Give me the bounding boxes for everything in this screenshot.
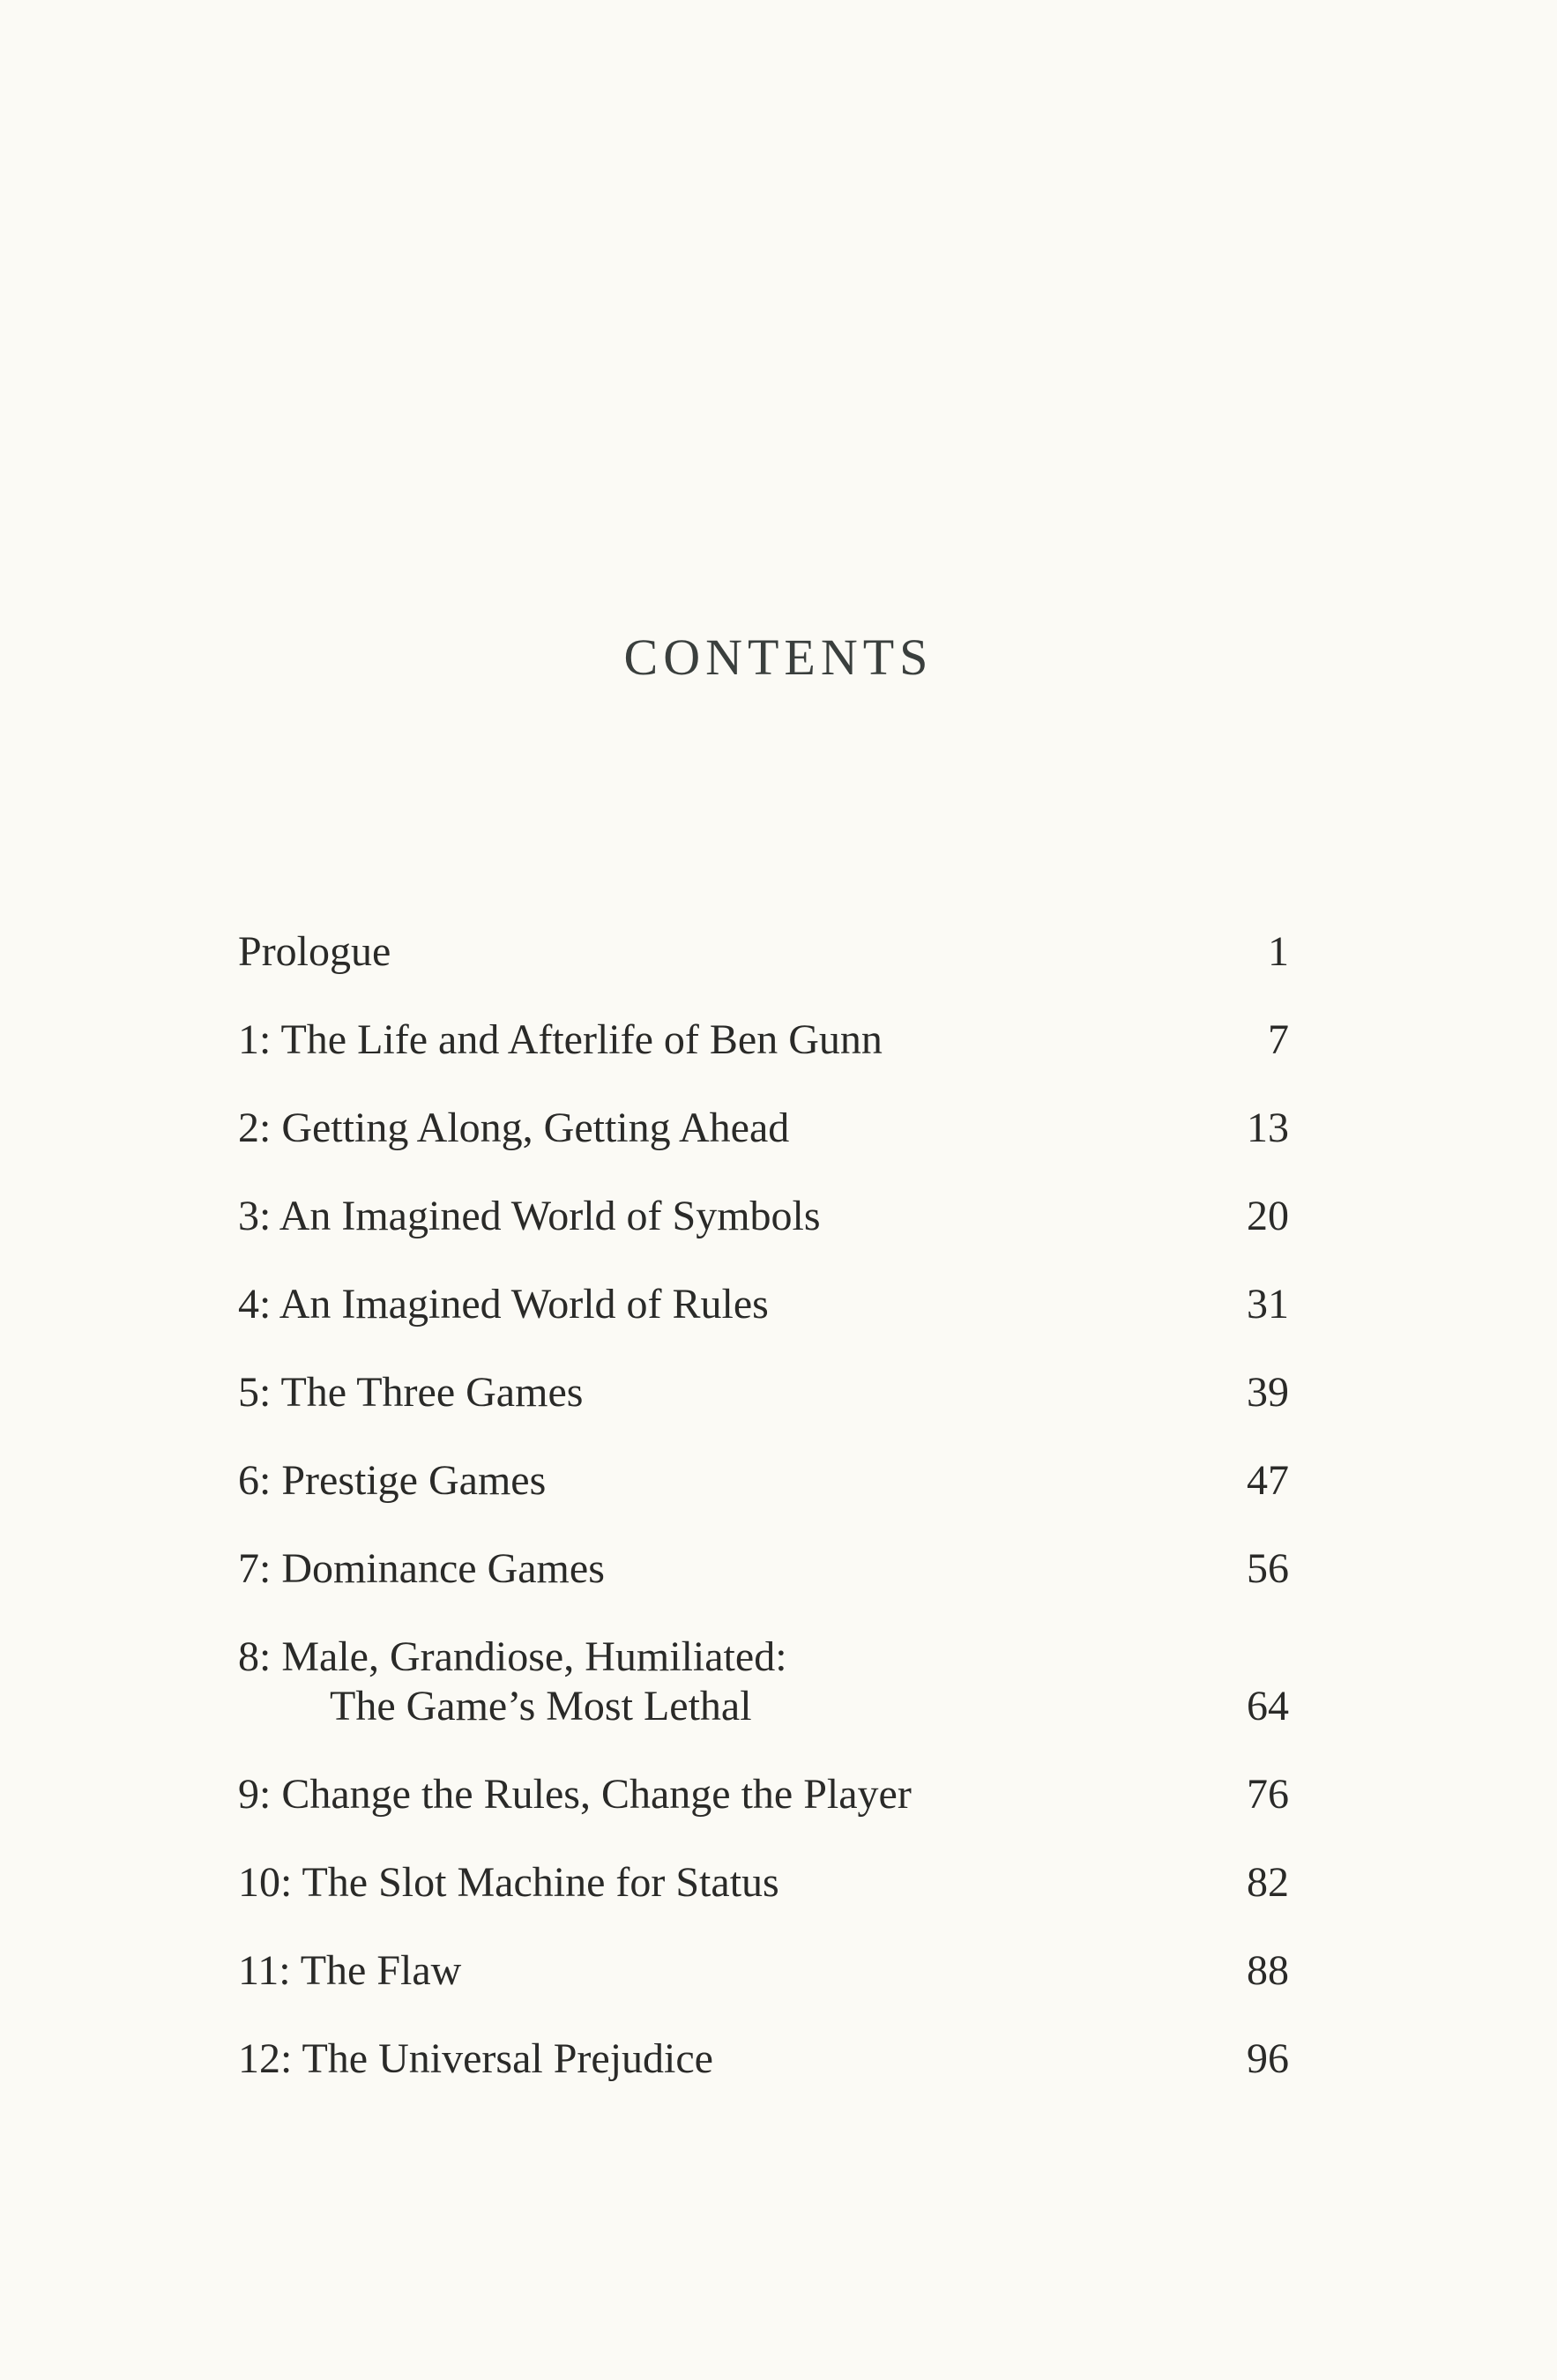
toc-entry-chapter-11	[238, 1946, 1289, 1996]
toc-entry-title: 5: The Three Games	[238, 1369, 584, 1416]
toc-entry-page: 88	[1247, 1947, 1289, 1994]
toc-entry-title: 4: An Imagined World of Rules	[238, 1281, 769, 1328]
toc-entry-page: 47	[1247, 1457, 1289, 1504]
toc-entry-title: 6: Prestige Games	[238, 1457, 547, 1504]
toc-entry-page: 64	[1247, 1683, 1289, 1729]
toc-entry-chapter-10	[238, 1858, 1289, 1908]
toc-entry-page: 76	[1247, 1771, 1289, 1818]
toc-entry-page: 13	[1247, 1104, 1289, 1151]
toc-entry-chapter-6	[238, 1456, 1289, 1506]
toc-entry-page: 96	[1247, 2035, 1289, 2082]
toc-entry-page: 20	[1247, 1193, 1289, 1239]
toc-entry-page: 1	[1268, 928, 1289, 975]
toc-entry-page: 31	[1247, 1281, 1289, 1328]
toc-entry-chapter-3	[238, 1192, 1289, 1241]
toc-entry-page: 56	[1247, 1545, 1289, 1592]
toc-entry-chapter-9	[238, 1770, 1289, 1819]
toc-entry-page: 7	[1268, 1016, 1289, 1063]
toc-entry-page: 82	[1247, 1859, 1289, 1906]
toc-entry-title: 7: Dominance Games	[238, 1545, 605, 1592]
toc-entry-chapter-12	[238, 2034, 1289, 2084]
toc-entry-title: 3: An Imagined World of Symbols	[238, 1193, 821, 1239]
toc-entry-chapter-1	[238, 1015, 1289, 1065]
toc-entry-chapter-2	[238, 1104, 1289, 1153]
toc-entry-title: 12: The Universal Prejudice	[238, 2035, 713, 2082]
table-of-contents	[238, 927, 1289, 2123]
toc-entry-chapter-7	[238, 1544, 1289, 1594]
toc-entry-subtitle: The Game’s Most Lethal	[330, 1683, 752, 1729]
page-title: CONTENTS	[623, 628, 934, 686]
toc-entry-chapter-5	[238, 1368, 1289, 1417]
toc-entry-title: 9: Change the Rules, Change the Player	[238, 1771, 912, 1818]
toc-entry-title: 8: Male, Grandiose, Humiliated:	[238, 1633, 787, 1680]
toc-entry-page: 39	[1247, 1369, 1289, 1416]
toc-entry-title: 2: Getting Along, Getting Ahead	[238, 1104, 790, 1151]
toc-entry-chapter-4	[238, 1280, 1289, 1329]
toc-entry-title: 10: The Slot Machine for Status	[238, 1859, 779, 1906]
toc-entry-prologue	[238, 927, 1289, 977]
toc-entry-title: 11: The Flaw	[238, 1947, 462, 1994]
toc-entry-title: Prologue	[238, 928, 391, 975]
toc-entry-title: 1: The Life and Afterlife of Ben Gunn	[238, 1016, 883, 1063]
toc-entry-chapter-8	[238, 1633, 1289, 1731]
